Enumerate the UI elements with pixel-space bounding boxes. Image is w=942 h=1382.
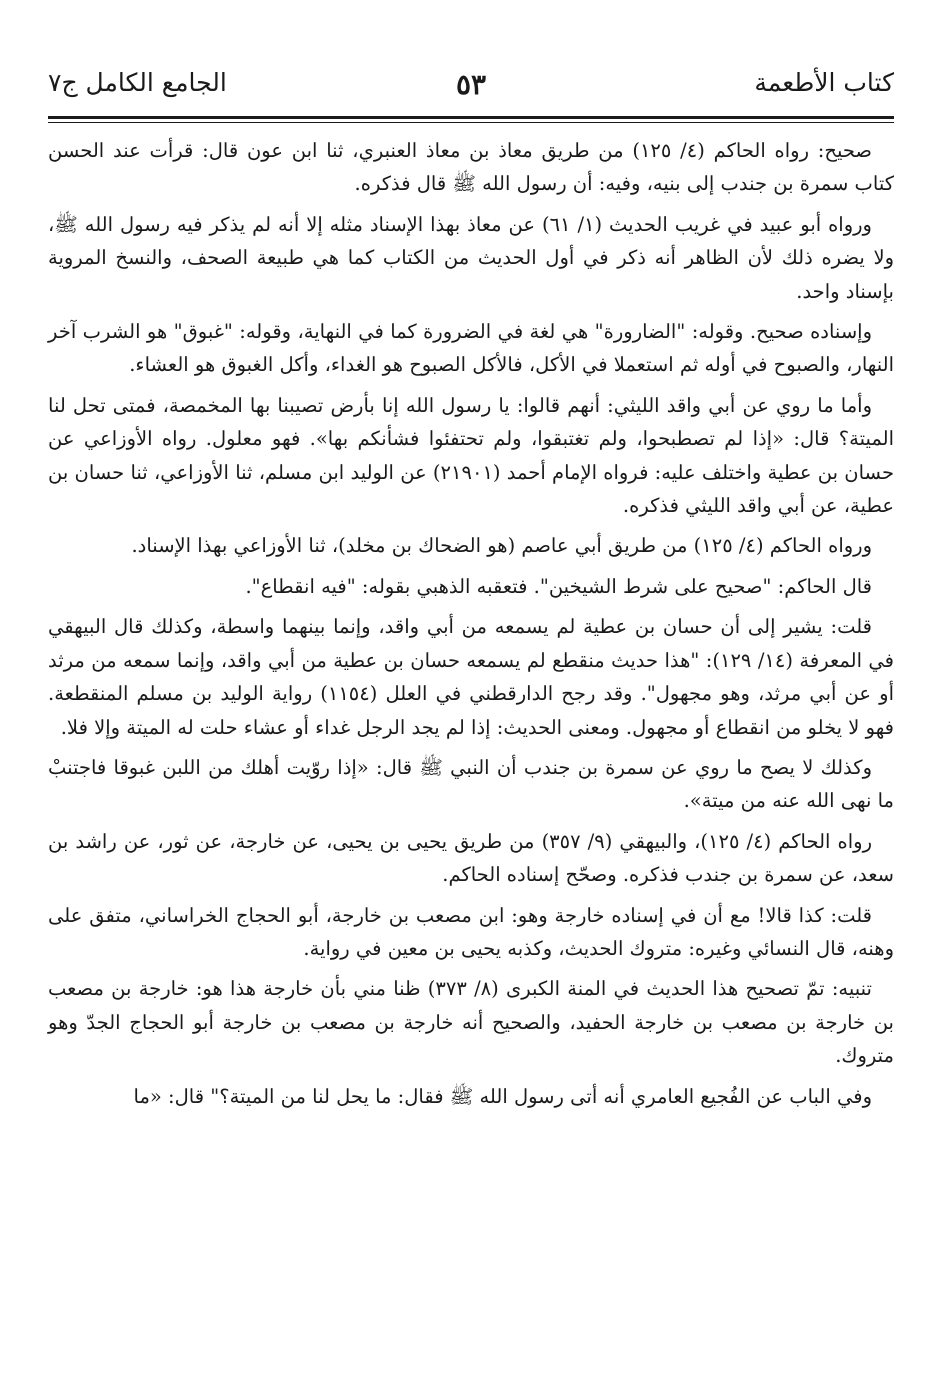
body-text — [48, 134, 894, 1120]
paragraph: قال الحاكم: "صحيح على شرط الشيخين". فتعقبه الذهبي بقوله: "فيه انقطاع". — [245, 574, 872, 598]
paragraph: ورواه الحاكم (٤/ ١٢٥) من طريق أبي عاصم (هو الضحاك بن مخلد)، ثنا الأوزاعي بهذا الإسناد. — [131, 534, 872, 558]
page-number: ٥٣ — [455, 68, 487, 101]
volume-title: الجامع الكامل ج٧ — [48, 68, 227, 97]
paragraph: رواه الحاكم (٤/ ١٢٥)، والبيهقي (٩/ ٣٥٧) من طريق يحيى بن يحيى، عن خارجة، عن ثور، عن راشد بن سعد، عن سمرة بن جندب فذكره. وصحّح إسناده الحاكم. — [48, 829, 894, 887]
book-title: كتاب الأطعمة — [754, 68, 894, 97]
header-rule-thick — [48, 116, 894, 119]
paragraph: صحيح: رواه الحاكم (٤/ ١٢٥) من طريق معاذ بن معاذ العنبري، ثنا ابن عون قال: قرأت عند الحسن كتاب سمرة بن جندب إلى بنيه، وفيه: أن رسول الله ﷺ قال فذكره. — [48, 139, 894, 196]
paragraph: قلت: يشير إلى أن حسان بن عطية لم يسمعه من أبي واقد، وإنما بينهما واسطة، وكذلك قال البيهقي في المعرفة (١٤/ ١٢٩): "هذا حديث منقطع لم يسمعه حسان بن عطية من أبي واقد، وإنما سمعه من مرثد أو عن أبي مرثد، وهو مجهول". وقد رجح الدارقطني في العلل (١١٥٤) رواية الوليد بن مسلم المنقطعة. فهو لا يخلو من انقطاع أو مجهول. ومعنى الحديث: إذا لم يجد الرجل غداء أو عشاء حلت له الميتة وإلا فلا. — [48, 615, 894, 739]
paragraph: تنبيه: تمّ تصحيح هذا الحديث في المنة الكبرى (٨/ ٣٧٣) ظنا مني بأن خارجة هذا هو: خارجة بن مصعب بن خارجة بن مصعب بن خارجة الحفيد، والصحيح أنه خارجة بن مصعب بن خارجة أبو الحجاج الجدّ وهو متروك. — [48, 977, 894, 1068]
paragraph: وفي الباب عن الفُجيع العامري أنه أتى رسول الله ﷺ فقال: ما يحل لنا من الميتة؟" قال: «ما — [133, 1084, 872, 1108]
paragraph: وكذلك لا يصح ما روي عن سمرة بن جندب أن النبي ﷺ قال: «إذا روّيت أهلك من اللبن غبوقا فاجتنبْ ما نهى الله عنه من ميتة». — [48, 755, 894, 813]
running-header — [48, 68, 894, 112]
paragraph: وأما ما روي عن أبي واقد الليثي: أنهم قالوا: يا رسول الله إنا بأرض تصيبنا بها المخمصة، فمتى تحل لنا الميتة؟ قال: «إذا لم تصطبحوا، ولم تغتبقوا، ولم تحتفئوا فشأنكم بها». فهو معلول. رواه الأوزاعي عن حسان بن عطية واختلف عليه: فرواه الإمام أحمد (٢١٩٠١) عن الوليد ابن مسلم، ثنا الأوزاعي، ثنا حسان بن عطية، عن أبي واقد الليثي فذكره. — [48, 393, 895, 518]
header-rule-thin — [48, 122, 894, 123]
paragraph: وإسناده صحيح. وقوله: "الضارورة" هي لغة في الضرورة كما في النهاية، وقوله: "غبوق" هو الشرب آخر النهار، والصبوح في أوله ثم استعملا في الأكل، فالأكل الصبوح هو الغداء، وأكل الغبوق هو العشاء. — [48, 320, 894, 377]
paragraph: ورواه أبو عبيد في غريب الحديث (١/ ٦١) عن معاذ بهذا الإسناد مثله إلا أنه لم يذكر فيه رسول الله ﷺ، ولا يضره ذلك لأن الظاهر أنه ذكر في أول الحديث من الكتاب كما هي طبيعة الصحف، والنسخ المروية بإسناد واحد. — [48, 212, 894, 303]
paragraph: قلت: كذا قالا! مع أن في إسناده خارجة وهو: ابن مصعب بن خارجة، أبو الحجاج الخراساني، متفق على وهنه، قال النسائي وغيره: متروك الحديث، وكذبه يحيى بن معين في رواية. — [48, 903, 894, 960]
